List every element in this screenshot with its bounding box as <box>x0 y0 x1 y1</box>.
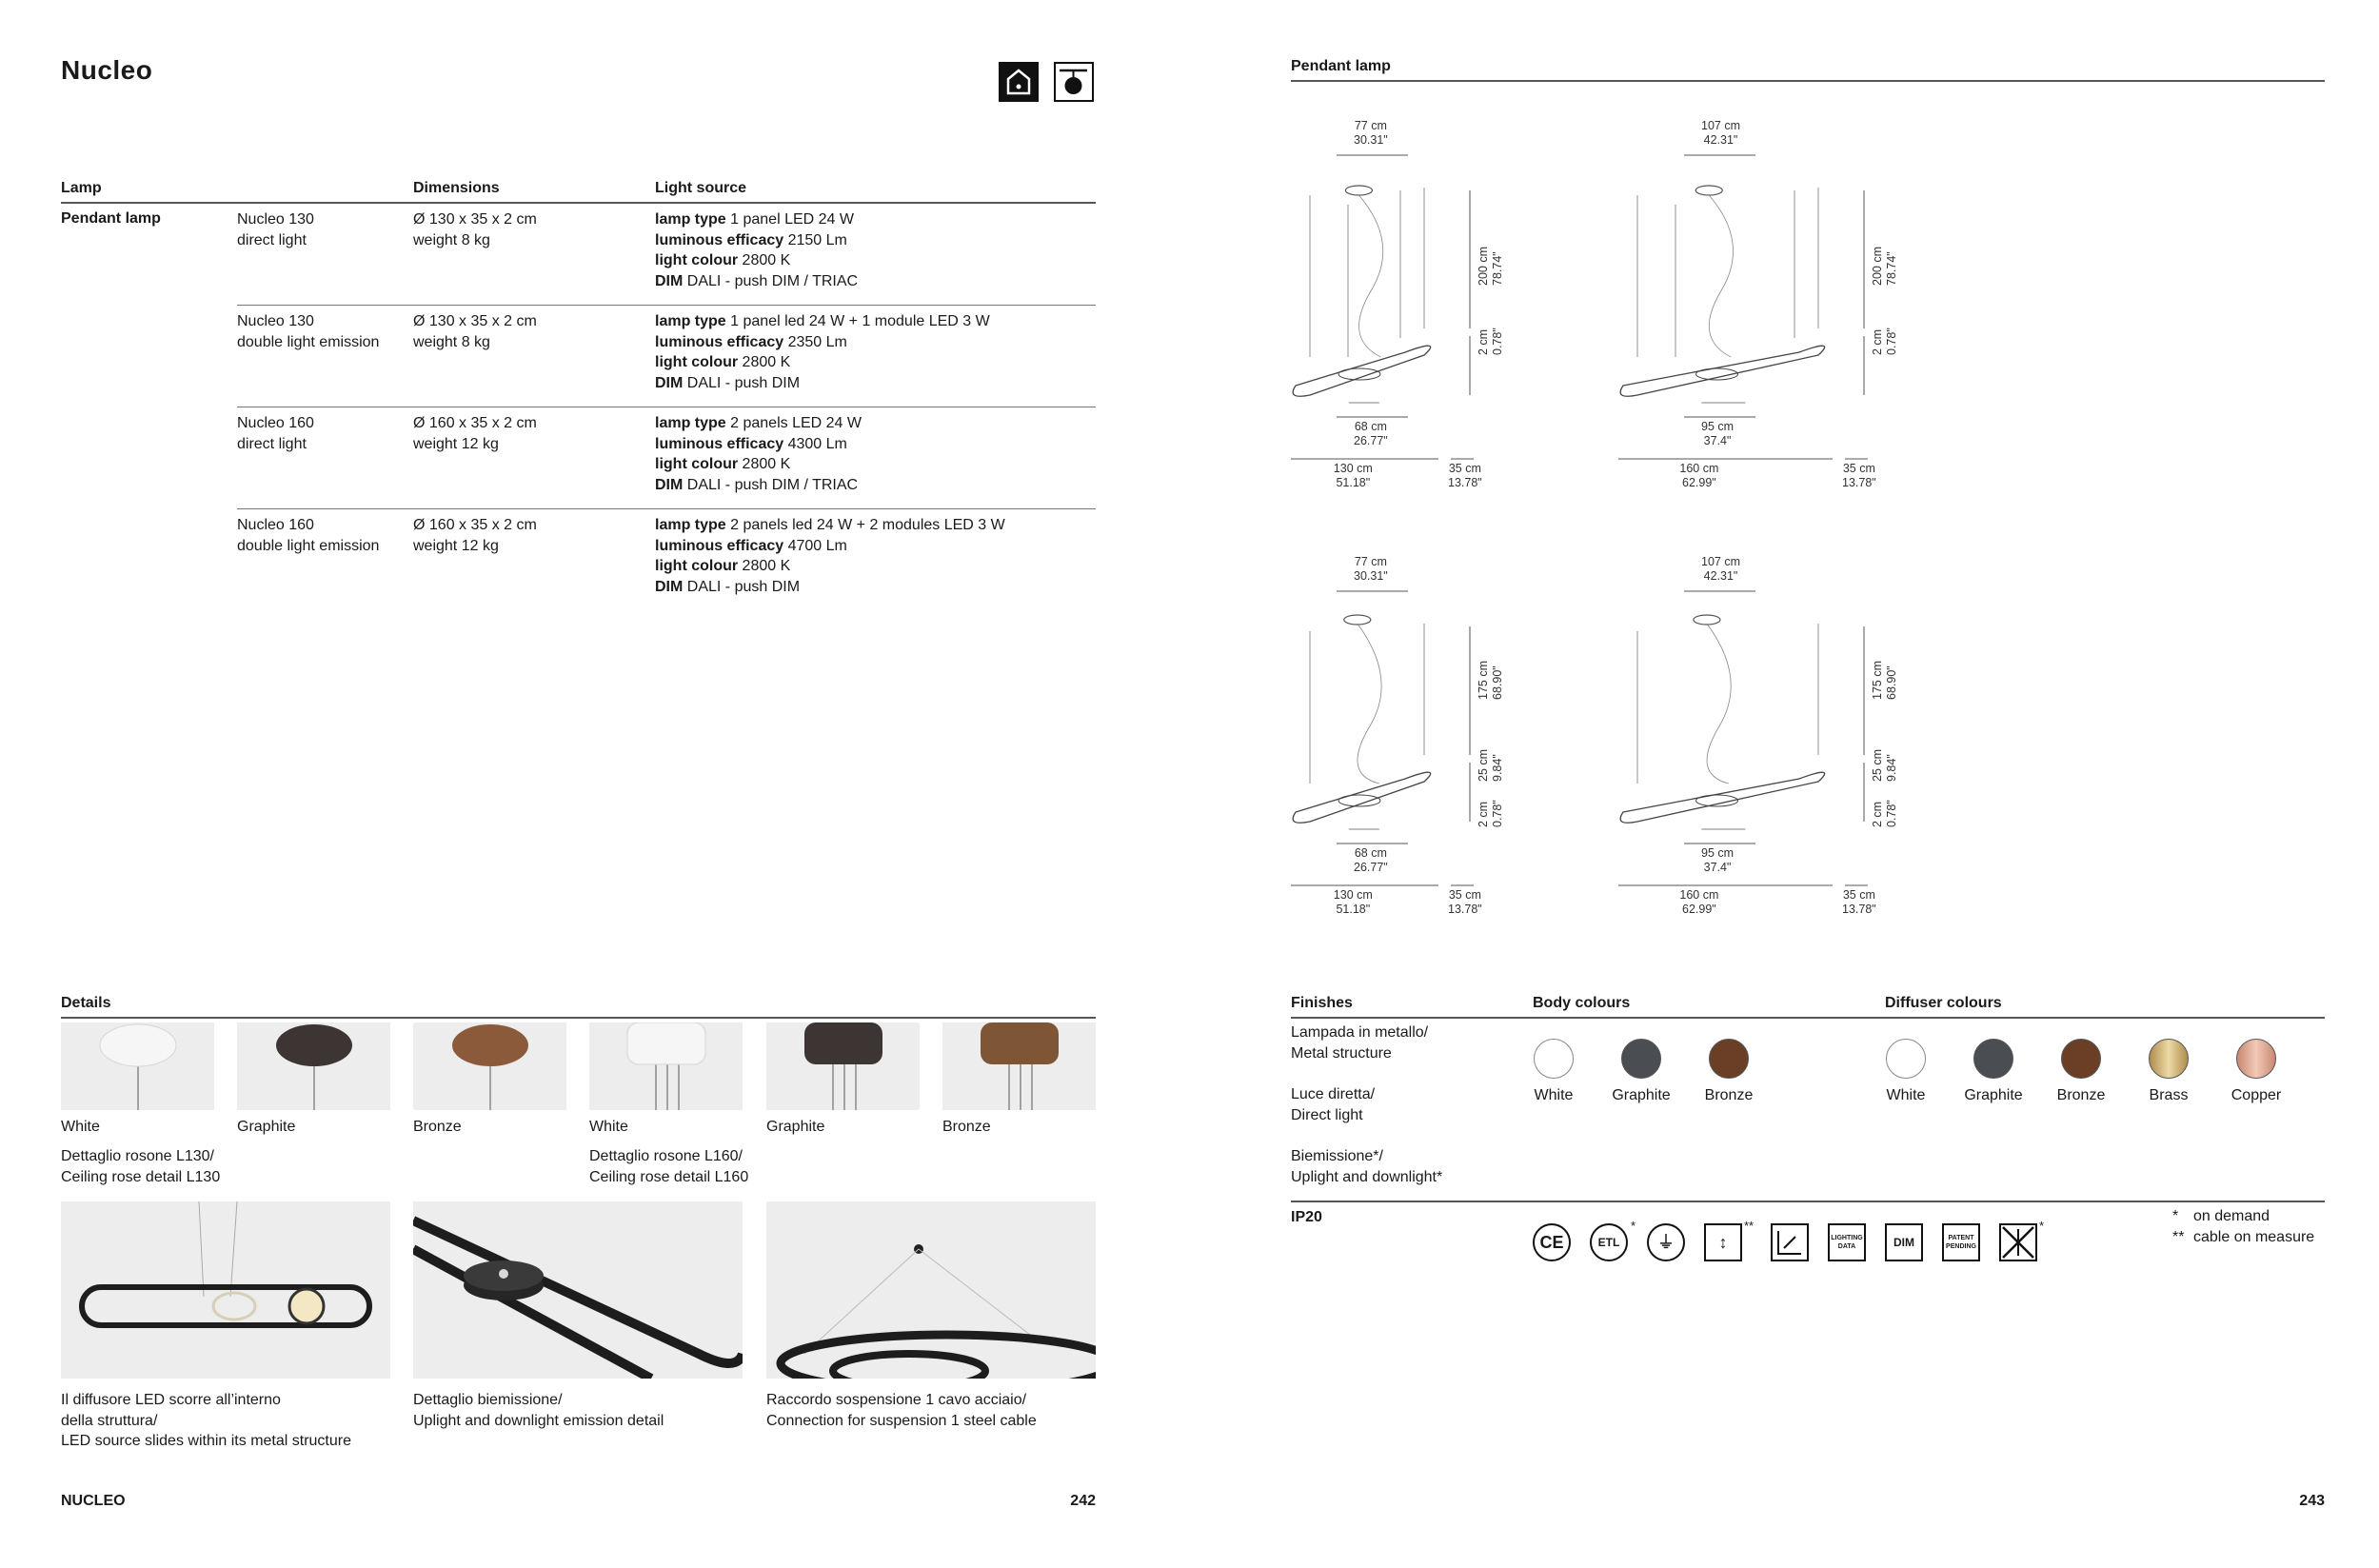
col-header-dimensions: Dimensions <box>413 180 500 196</box>
table-row-source: lamp type 2 panels LED 24 W luminous efficacy 4300 Lm light colour 2800 K DIM DALI - push DIM / TRIAC <box>655 415 862 493</box>
mid-width-dimension: 68 cm 26.77" <box>1354 420 1388 447</box>
ceiling-rose-color-label: Graphite <box>237 1119 296 1135</box>
top-width-dimension: 77 cm 30.31" <box>1354 119 1388 147</box>
drop-dimension: 25 cm 9.84" <box>1871 748 1898 782</box>
drop-dimension: 25 cm 9.84" <box>1477 748 1504 782</box>
body-colour-swatch-label: Bronze <box>1704 1087 1754 1103</box>
diffuser-colour-swatch-label: Copper <box>2230 1087 2282 1103</box>
diffuser-colour-swatch-graphite[interactable] <box>1973 1039 2013 1079</box>
table-row-source: lamp type 1 panel led 24 W + 1 module LED 3 W luminous efficacy 2350 Lm light colour 2800 K DIM DALI - push DIM <box>655 313 990 391</box>
table-row-dims: Ø 160 x 35 x 2 cm weight 12 kg <box>413 517 537 554</box>
height-dimension: 175 cm 68.90" <box>1871 661 1898 700</box>
depth-dimension: 35 cm 13.78" <box>1448 462 1482 489</box>
thickness-dimension: 2 cm 0.78" <box>1477 800 1504 827</box>
ceiling-rose-photo <box>413 1022 566 1110</box>
length-dimension: 130 cm 51.18" <box>1333 462 1373 489</box>
length-dimension: 130 cm 51.18" <box>1333 888 1373 916</box>
led-slide-photo <box>61 1201 390 1379</box>
etl-mark-icon: ETL <box>1590 1223 1628 1261</box>
ceiling-rose-color-label: Bronze <box>942 1119 991 1135</box>
table-row-model: Nucleo 130 double light emission <box>237 313 380 350</box>
double-emission-photo <box>413 1201 743 1379</box>
pendant-drawing <box>1618 555 1904 841</box>
patent-pending-icon: PATENT PENDING <box>1942 1223 1980 1261</box>
table-row-dims: Ø 130 x 35 x 2 cm weight 8 kg <box>413 313 537 350</box>
table-row-dims: Ø 160 x 35 x 2 cm weight 12 kg <box>413 415 537 452</box>
row-divider <box>237 305 1096 306</box>
suspension-cable-photo <box>766 1201 1096 1379</box>
thickness-dimension: 2 cm 0.78" <box>1871 327 1898 355</box>
rose-caption-l130: Dettaglio rosone L130/ Ceiling rose detail L130 <box>61 1148 221 1185</box>
body-colour-swatch-graphite[interactable] <box>1621 1039 1661 1079</box>
body-colour-swatch-label: Graphite <box>1612 1087 1671 1103</box>
depth-dimension: 35 cm 13.78" <box>1448 888 1482 916</box>
diffuser-colour-swatch-label: White <box>1886 1087 1926 1103</box>
ceiling-rose-photo <box>61 1022 214 1110</box>
ceiling-rose-photo <box>942 1022 1096 1110</box>
photo-caption: Raccordo sospensione 1 cavo acciaio/ Connection for suspension 1 steel cable <box>766 1392 1037 1429</box>
body-colour-swatch-label: White <box>1534 1087 1574 1103</box>
ip-rule <box>1291 1201 2325 1202</box>
diffuser-colour-swatch-bronze[interactable] <box>2061 1039 2101 1079</box>
table-row-dims: Ø 130 x 35 x 2 cm weight 8 kg <box>413 211 537 248</box>
footer-page-number: 242 <box>1070 1493 1096 1509</box>
depth-dimension: 35 cm 13.78" <box>1842 462 1876 489</box>
thickness-dimension: 2 cm 0.78" <box>1871 800 1898 827</box>
thickness-dimension: 2 cm 0.78" <box>1477 327 1504 355</box>
body-colour-swatch-bronze[interactable] <box>1709 1039 1749 1079</box>
height-dimension: 200 cm 78.74" <box>1477 247 1504 286</box>
diffuser-colour-swatch-label: Graphite <box>1964 1087 2023 1103</box>
rose-caption-l160: Dettaglio rosone L160/ Ceiling rose detail L160 <box>589 1148 749 1185</box>
diffuser-colours-heading: Diffuser colours <box>1885 995 2002 1011</box>
col-header-light-source: Light source <box>655 180 747 196</box>
top-width-dimension: 107 cm 42.31" <box>1701 555 1740 583</box>
cert-footnote-mark: * <box>1631 1219 1636 1233</box>
height-dimension: 200 cm 78.74" <box>1871 247 1898 286</box>
dimmable-icon: DIM <box>1885 1223 1923 1261</box>
row-divider <box>237 508 1096 509</box>
finish-row-direct: Luce diretta/ Direct light <box>1291 1086 1376 1123</box>
height-dimension: 175 cm 68.90" <box>1477 661 1504 700</box>
body-colours-heading: Body colours <box>1533 995 1631 1011</box>
details-rule <box>61 1017 1096 1019</box>
table-row-model: Nucleo 160 direct light <box>237 415 314 452</box>
table-row-source: lamp type 1 panel LED 24 W luminous efficacy 2150 Lm light colour 2800 K DIM DALI - push DIM / TRIAC <box>655 211 859 289</box>
table-row-model: Nucleo 130 direct light <box>237 211 314 248</box>
photo-caption: Il diffusore LED scorre all’interno della struttura/ LED source slides within its metal structure <box>61 1392 351 1449</box>
photo-caption: Dettaglio biemissione/ Uplight and downlight emission detail <box>413 1392 664 1429</box>
col-header-lamp: Lamp <box>61 180 102 196</box>
ceiling-rose-photo <box>237 1022 390 1110</box>
ce-mark-icon: CE <box>1533 1223 1571 1261</box>
diffuser-colour-swatch-white[interactable] <box>1886 1039 1926 1079</box>
section-title: Pendant lamp <box>1291 58 1391 74</box>
mid-width-dimension: 95 cm 37.4" <box>1701 420 1735 447</box>
body-colour-swatch-white[interactable] <box>1534 1039 1574 1079</box>
pendant-drawing <box>1618 119 1904 405</box>
table-row-source: lamp type 2 panels led 24 W + 2 modules LED 3 W luminous efficacy 4700 Lm light colour 2800 K DIM DALI - push DIM <box>655 517 1005 595</box>
table-header-rule <box>61 202 1096 204</box>
finishes-heading: Finishes <box>1291 995 1353 1011</box>
cert-footnote-mark: * <box>2039 1219 2045 1233</box>
ceiling-rose-photo <box>589 1022 743 1110</box>
length-dimension: 160 cm 62.99" <box>1679 888 1719 916</box>
depth-dimension: 35 cm 13.78" <box>1842 888 1876 916</box>
ceiling-rose-color-label: Graphite <box>766 1119 825 1135</box>
finish-row-double: Biemissione*/ Uplight and downlight* <box>1291 1148 1443 1185</box>
top-width-dimension: 107 cm 42.31" <box>1701 119 1740 147</box>
footer-page-number-right: 243 <box>2299 1493 2325 1509</box>
section-rule <box>1291 80 2325 82</box>
details-heading: Details <box>61 995 111 1011</box>
lighting-data-icon: LIGHTING DATA <box>1828 1223 1866 1261</box>
top-width-dimension: 77 cm 30.31" <box>1354 555 1388 583</box>
diffuser-colour-swatch-brass[interactable] <box>2149 1039 2189 1079</box>
page-title: Nucleo <box>61 55 153 85</box>
table-category: Pendant lamp <box>61 210 161 227</box>
ground-class-icon: ⏚ <box>1647 1223 1685 1261</box>
ceiling-rose-photo <box>766 1022 920 1110</box>
length-dimension: 160 cm 62.99" <box>1679 462 1719 489</box>
finish-row-structure: Lampada in metallo/ Metal structure <box>1291 1024 1429 1062</box>
diffuser-colour-swatch-label: Bronze <box>2056 1087 2106 1103</box>
pendant-drawing <box>1291 555 1576 841</box>
footer-brand: NUCLEO <box>61 1493 126 1509</box>
table-row-model: Nucleo 160 double light emission <box>237 517 380 554</box>
diffuser-colour-swatch-label: Brass <box>2149 1087 2189 1103</box>
no-cover-icon <box>1999 1223 2037 1261</box>
diffuser-colour-swatch-copper[interactable] <box>2236 1039 2276 1079</box>
ceiling-mount-icon <box>1054 62 1094 102</box>
ip-rating: IP20 <box>1291 1209 1322 1225</box>
cable-length-icon: ↕ <box>1704 1223 1742 1261</box>
ceiling-rose-color-label: White <box>61 1119 100 1135</box>
pendant-drawing <box>1291 119 1576 405</box>
cert-footnote-mark: ** <box>1744 1219 1755 1233</box>
finishes-rule <box>1291 1017 2325 1019</box>
notes: * on demand ** cable on measure <box>2172 1208 2315 1245</box>
ceiling-rose-color-label: Bronze <box>413 1119 462 1135</box>
mid-width-dimension: 95 cm 37.4" <box>1701 846 1735 874</box>
ceiling-rose-color-label: White <box>589 1119 628 1135</box>
mid-width-dimension: 68 cm 26.77" <box>1354 846 1388 874</box>
ceiling-install-icon <box>1771 1223 1809 1261</box>
indoor-house-icon <box>999 62 1039 102</box>
